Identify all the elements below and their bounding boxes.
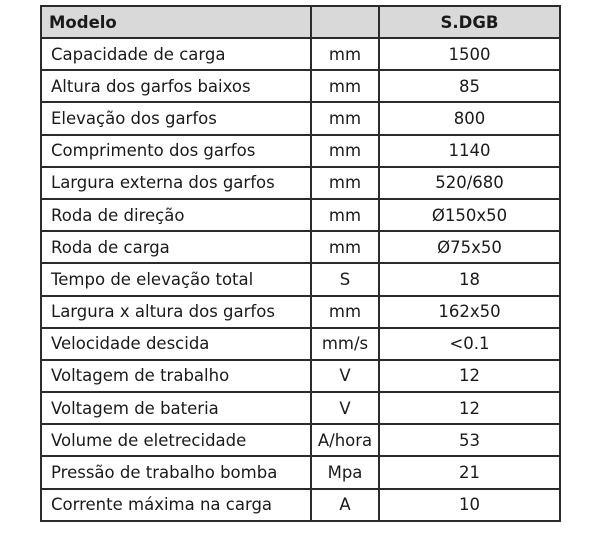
spec-unit: mm [311, 231, 379, 263]
table-header [41, 6, 560, 38]
spec-value: 53 [379, 424, 560, 456]
table-row [41, 38, 560, 70]
spec-label: Roda de carga [41, 231, 311, 263]
spec-unit: A/hora [311, 424, 379, 456]
spec-unit: mm [311, 135, 379, 167]
spec-value: 18 [379, 263, 560, 295]
spec-label: Voltagem de trabalho [41, 360, 311, 392]
spec-unit: mm [311, 38, 379, 70]
spec-unit: V [311, 392, 379, 424]
spec-label: Volume de eletrecidade [41, 424, 311, 456]
spec-label: Elevação dos garfos [41, 102, 311, 134]
header-unit [311, 6, 379, 38]
table-row [41, 456, 560, 488]
spec-label: Roda de direção [41, 199, 311, 231]
spec-label: Comprimento dos garfos [41, 135, 311, 167]
spec-label: Voltagem de bateria [41, 392, 311, 424]
spec-unit: mm [311, 167, 379, 199]
spec-value: 800 [379, 102, 560, 134]
spec-unit: Mpa [311, 456, 379, 488]
header-row [41, 6, 560, 38]
spec-label: Corrente máxima na carga [41, 489, 311, 521]
spec-value: 85 [379, 70, 560, 102]
spec-unit: mm [311, 199, 379, 231]
spec-label: Largura externa dos garfos [41, 167, 311, 199]
spec-unit: mm [311, 296, 379, 328]
spec-label: Tempo de elevação total [41, 263, 311, 295]
table-row [41, 392, 560, 424]
table-row [41, 135, 560, 167]
spec-value: 520/680 [379, 167, 560, 199]
table-row [41, 70, 560, 102]
spec-unit: S [311, 263, 379, 295]
table-row [41, 231, 560, 263]
spec-label: Altura dos garfos baixos [41, 70, 311, 102]
table-row [41, 424, 560, 456]
spec-unit: V [311, 360, 379, 392]
spec-value: 162x50 [379, 296, 560, 328]
spec-unit: mm [311, 70, 379, 102]
table-body [41, 38, 560, 521]
spec-table [40, 5, 561, 522]
table-row [41, 102, 560, 134]
spec-label: Capacidade de carga [41, 38, 311, 70]
spec-value: Ø75x50 [379, 231, 560, 263]
spec-value: 1500 [379, 38, 560, 70]
table-row [41, 360, 560, 392]
spec-value: 12 [379, 392, 560, 424]
spec-unit: A [311, 489, 379, 521]
table-row [41, 296, 560, 328]
spec-unit: mm [311, 102, 379, 134]
spec-value: 10 [379, 489, 560, 521]
spec-value: 12 [379, 360, 560, 392]
spec-label: Velocidade descida [41, 328, 311, 360]
spec-unit: mm/s [311, 328, 379, 360]
spec-value: 1140 [379, 135, 560, 167]
spec-value: <0.1 [379, 328, 560, 360]
spec-label: Largura x altura dos garfos [41, 296, 311, 328]
table-row [41, 263, 560, 295]
table-row [41, 489, 560, 521]
spec-value: 21 [379, 456, 560, 488]
header-model: S.DGB [379, 6, 560, 38]
table-row [41, 167, 560, 199]
table-row [41, 328, 560, 360]
header-label: Modelo [41, 6, 311, 38]
spec-value: Ø150x50 [379, 199, 560, 231]
spec-label: Pressão de trabalho bomba [41, 456, 311, 488]
table-row [41, 199, 560, 231]
